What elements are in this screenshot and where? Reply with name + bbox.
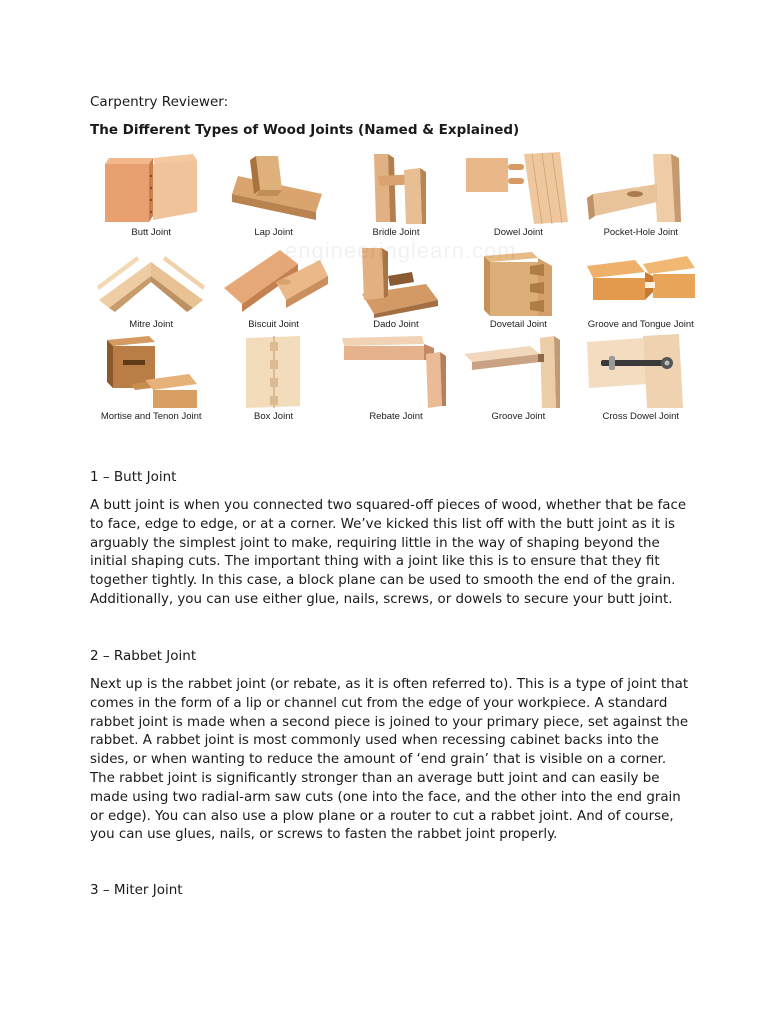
dowel-joint-illustration bbox=[460, 150, 576, 226]
figure-cell-mitre-joint bbox=[90, 242, 212, 334]
caption-mortise-and-tenon-joint: Mortise and Tenon Joint bbox=[100, 411, 202, 422]
caption-dowel-joint: Dowel Joint bbox=[493, 227, 543, 238]
caption-bridle-joint: Bridle Joint bbox=[372, 227, 420, 238]
figure-cell-groove-and-tongue-joint bbox=[580, 242, 702, 334]
groove-and-tongue-joint-illustration bbox=[583, 242, 699, 318]
bridle-joint-illustration bbox=[338, 150, 454, 226]
caption-butt-joint: Butt Joint bbox=[131, 227, 171, 238]
caption-rebate-joint: Rebate Joint bbox=[369, 411, 423, 422]
caption-groove-joint: Groove Joint bbox=[491, 411, 546, 422]
butt-joint-illustration bbox=[93, 150, 209, 226]
figure-cell-rebate-joint bbox=[335, 334, 457, 426]
wood-joints-figure bbox=[90, 150, 702, 426]
caption-lap-joint: Lap Joint bbox=[254, 227, 293, 238]
section-body-rabbet-joint: Next up is the rabbet joint (or rebate, as it is often referred to). This is a type of joint that comes in the form of a lip or channel cut from the edge of your workpiece. A standard rabbet joint is made when a second piece is joined to your primary piece, set against the rabbet. A rabbet joint is most commonly used when recessing cabinet backs into the sides, or when wanting to reduce the amount of ‘end grain’ that is visible on a corner. The rabbet joint is significantly stronger than an average butt joint and can easily be made using two radial-arm saw cuts (one into the face, and the other into the end grain or edge). You can also use a plow plane or a router to cut a rabbet joint. And of course, you can use glues, nails, or screws to fasten the rabbet joint properly. bbox=[90, 677, 689, 843]
figure-cell-dowel-joint bbox=[457, 150, 579, 242]
section-heading-rabbet-joint: 2 – Rabbet Joint bbox=[90, 648, 197, 664]
figure-cell-cross-dowel-joint bbox=[580, 334, 702, 426]
lap-joint-illustration bbox=[216, 150, 332, 226]
section-heading-butt-joint: 1 – Butt Joint bbox=[90, 469, 177, 485]
section-heading-miter-joint: 3 – Miter Joint bbox=[90, 882, 183, 898]
box-joint-illustration bbox=[216, 334, 332, 410]
figure-cell-box-joint bbox=[212, 334, 334, 426]
mortise-and-tenon-joint-illustration bbox=[93, 334, 209, 410]
figure-cell-bridle-joint bbox=[335, 150, 457, 242]
dado-joint-illustration bbox=[338, 242, 454, 318]
document-title: The Different Types of Wood Joints (Named & Explained) bbox=[90, 122, 520, 138]
biscuit-joint-illustration bbox=[216, 242, 332, 318]
figure-cell-pocket-hole-joint bbox=[580, 150, 702, 242]
caption-box-joint: Box Joint bbox=[254, 411, 294, 422]
figure-cell-mortise-and-tenon-joint bbox=[90, 334, 212, 426]
dovetail-joint-illustration bbox=[460, 242, 576, 318]
caption-pocket-hole-joint: Pocket-Hole Joint bbox=[603, 227, 679, 238]
figure-cell-butt-joint bbox=[90, 150, 212, 242]
pocket-hole-joint-illustration bbox=[583, 150, 699, 226]
figure-cell-dado-joint bbox=[335, 242, 457, 334]
cross-dowel-joint-illustration bbox=[583, 334, 699, 410]
caption-groove-and-tongue-joint: Groove and Tongue Joint bbox=[587, 319, 694, 330]
figure-cell-biscuit-joint bbox=[212, 242, 334, 334]
caption-mitre-joint: Mitre Joint bbox=[129, 319, 174, 330]
caption-biscuit-joint: Biscuit Joint bbox=[248, 319, 299, 330]
figure-cell-lap-joint bbox=[212, 150, 334, 242]
caption-dovetail-joint: Dovetail Joint bbox=[489, 319, 547, 330]
caption-cross-dowel-joint: Cross Dowel Joint bbox=[602, 411, 680, 422]
document-label: Carpentry Reviewer: bbox=[90, 94, 229, 110]
mitre-joint-illustration bbox=[93, 242, 209, 318]
groove-joint-illustration bbox=[460, 334, 576, 410]
rebate-joint-illustration bbox=[338, 334, 454, 410]
figure-watermark: engineeringlearn.com bbox=[285, 238, 517, 263]
figure-cell-dovetail-joint bbox=[457, 242, 579, 334]
figure-cell-groove-joint bbox=[457, 334, 579, 426]
caption-dado-joint: Dado Joint bbox=[373, 319, 419, 330]
section-body-butt-joint: A butt joint is when you connected two squared-off pieces of wood, whether that be face to face, edge to edge, or at a corner. We’ve kicked this list off with the butt joint as it is arguably the simplest joint to make, requiring little in the way of shaping beyond the initial shaping cuts. The important thing with a joint like this is to ensure that they fit together tightly. In this case, a block plane can be used to smooth the end of the grain. Additionally, you can use either glue, nails, screws, or dowels to secure your butt joint. bbox=[90, 498, 687, 607]
